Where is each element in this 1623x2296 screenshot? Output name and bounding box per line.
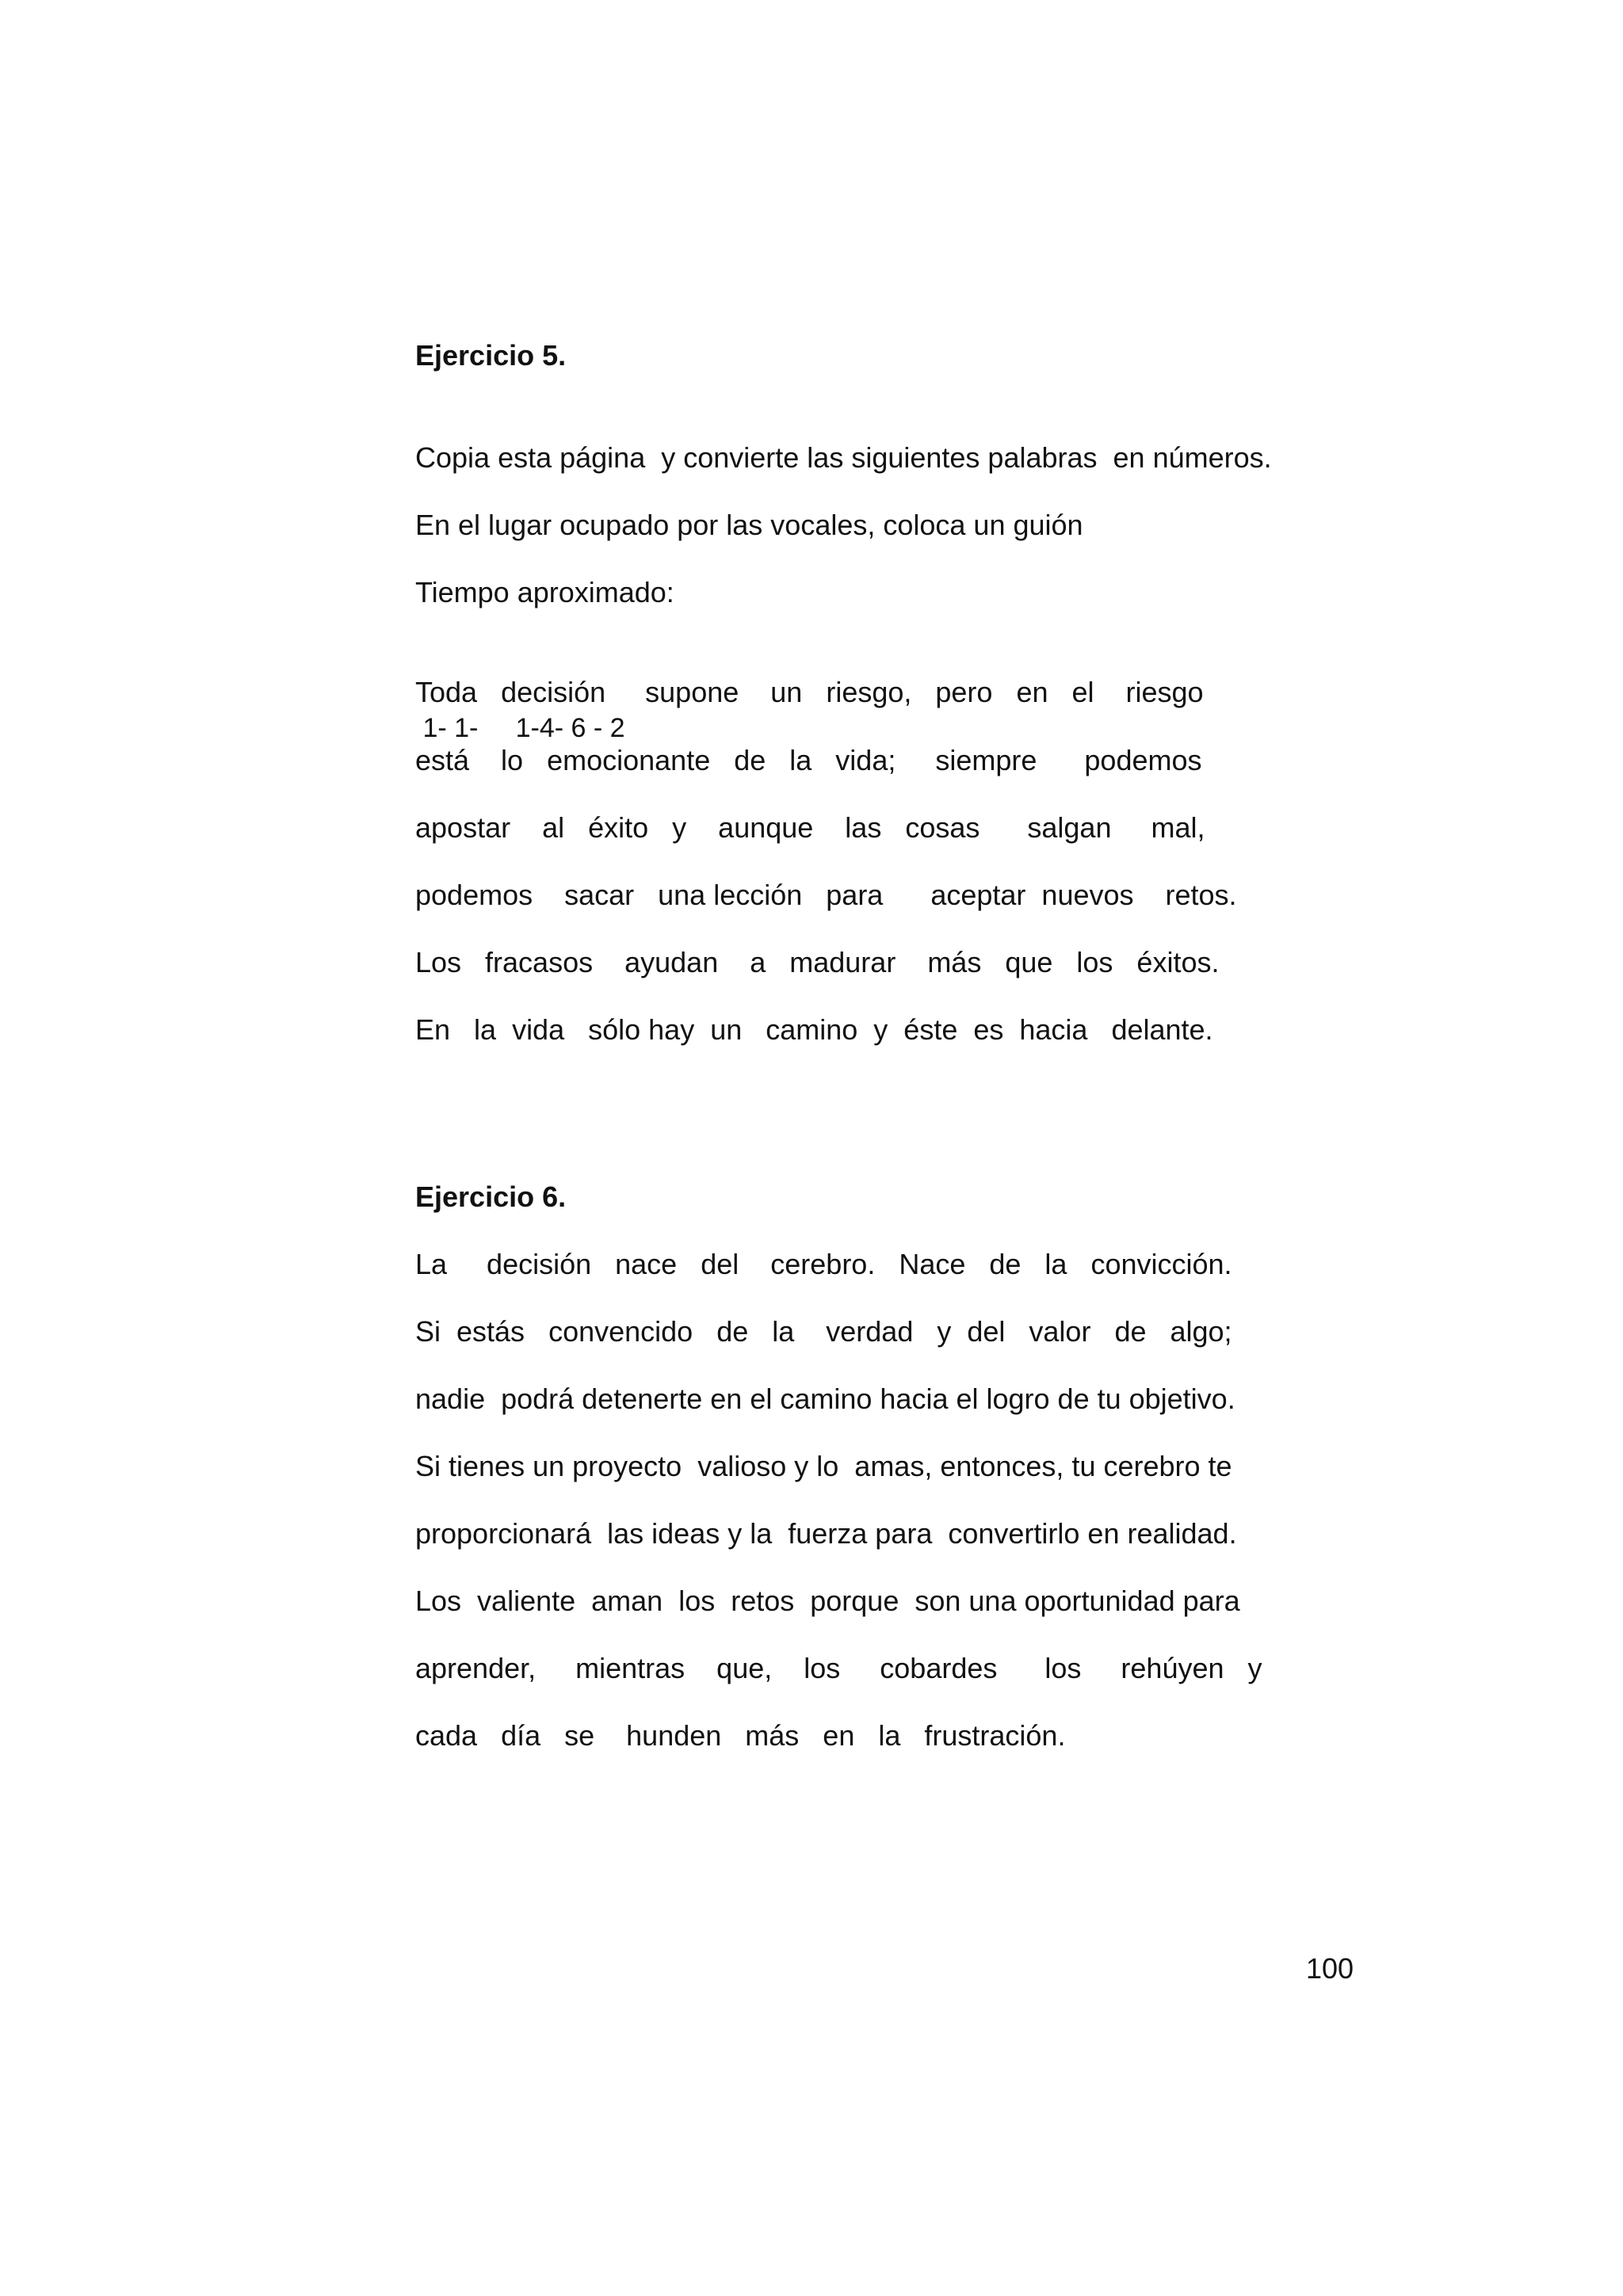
exercise-5-instruction-2: En el lugar ocupado por las vocales, coloca un guión	[415, 509, 1083, 541]
page-number: 100	[1306, 1952, 1354, 1985]
exercise-6-text-line-2: Si estás convencido de la verdad y del valor de algo;	[415, 1315, 1232, 1348]
exercise-5-example-numbers: 1- 1- 1-4- 6 - 2	[415, 713, 625, 743]
exercise-5-text-line-3: apostar al éxito y aunque las cosas salgan mal,	[415, 811, 1205, 844]
exercise-5-text-line-5: Los fracasos ayudan a madurar más que los éxitos.	[415, 946, 1220, 978]
exercise-6-heading: Ejercicio 6.	[415, 1180, 567, 1213]
exercise-5-text-line-2: está lo emocionante de la vida; siempre podemos	[415, 744, 1202, 776]
exercise-5-text-line-1: Toda decisión supone un riesgo, pero en el riesgo	[415, 676, 1204, 708]
exercise-6-text-line-8: cada día se hunden más en la frustración.	[415, 1719, 1066, 1752]
exercise-5-heading: Ejercicio 5.	[415, 339, 567, 372]
exercise-6-text-line-6: Los valiente aman los retos porque son una oportunidad para	[415, 1585, 1240, 1617]
exercise-5-text-line-6: En la vida sólo hay un camino y éste es hacia delante.	[415, 1013, 1213, 1046]
exercise-6-text-line-3: nadie podrá detenerte en el camino hacia el logro de tu objetivo.	[415, 1383, 1235, 1415]
exercise-6-text-line-4: Si tienes un proyecto valioso y lo amas, entonces, tu cerebro te	[415, 1450, 1232, 1482]
exercise-6-text-line-5: proporcionará las ideas y la fuerza para convertirlo en realidad.	[415, 1517, 1237, 1550]
exercise-6-text-line-1: La decisión nace del cerebro. Nace de la convicción.	[415, 1248, 1232, 1280]
exercise-5-instruction-1: Copia esta página y convierte las siguientes palabras en números.	[415, 441, 1272, 474]
exercise-6-text-line-7: aprender, mientras que, los cobardes los rehúyen y	[415, 1652, 1262, 1684]
exercise-5-instruction-3: Tiempo aproximado:	[415, 576, 674, 608]
exercise-5-text-line-4: podemos sacar una lección para aceptar nuevos retos.	[415, 879, 1237, 911]
